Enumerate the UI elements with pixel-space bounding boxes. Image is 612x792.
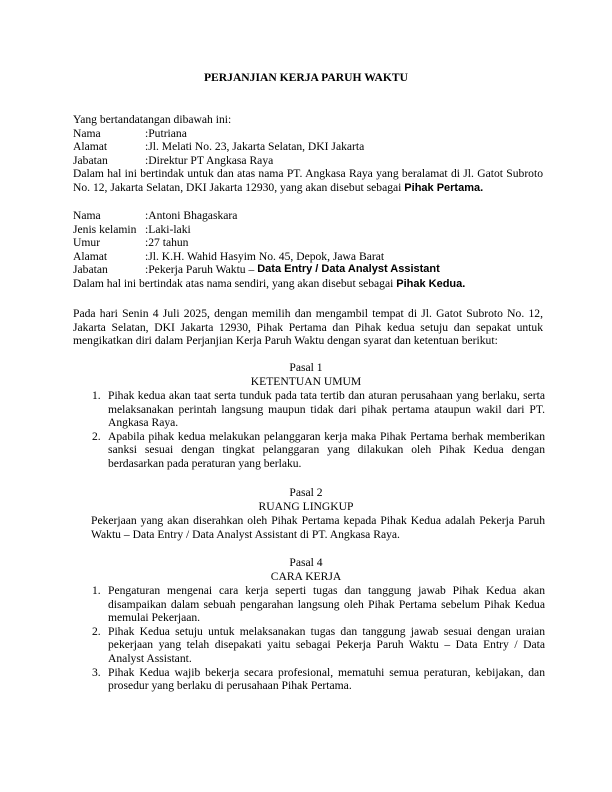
pasal-2-number: Pasal 2 <box>289 486 323 499</box>
party-two-role: Pihak Kedua. <box>396 277 466 290</box>
pasal-4-heading: CARA KERJA <box>270 570 342 583</box>
party-two-block <box>73 209 543 292</box>
party-one-block <box>73 113 543 196</box>
party-two-position-title: Data Entry / Data Analyst Assistant <box>257 263 440 276</box>
party-two-age-row: Umur : 27 tahun <box>73 236 189 250</box>
list-item: 1. Pengaturan mengenai cara kerja seperti tugas dan tanggung jawab Pihak Kedua akan disampaikan dalam sebuah pengarahan langsung oleh Pihak Pertama sebelum Pihak Kedua memulai Pekerjaan. <box>92 584 545 625</box>
party-one-statement: Dalam hal ini bertindak untuk dan atas nama PT. Angkasa Raya yang beralamat di Jl. Gatot Subroto No. 12, Jakarta Selatan, DKI Jakarta 12930, yang akan disebut sebagai Pihak Pertama. <box>73 167 543 194</box>
intro-text: Yang bertandatangan dibawah ini: <box>73 113 232 126</box>
pasal-1-list <box>73 389 545 471</box>
pasal-1-number: Pasal 1 <box>289 361 323 374</box>
party-one-address-row: Alamat : Jl. Melati No. 23, Jakarta Selatan, DKI Jakarta <box>73 140 365 154</box>
list-item: 1. Pihak kedua akan taat serta tunduk pada tata tertib dan aturan perusahaan yang berlaku, serta melaksanakan perintah langsung maupun tidak dari pihak pertama ataupun wakil dari PT. Angkasa Raya. <box>92 389 545 430</box>
party-two-statement: Dalam hal ini bertindak atas nama sendiri, yang akan disebut sebagai Pihak Kedua. <box>73 276 466 290</box>
list-item: 3. Pihak Kedua wajib bekerja secara profesional, mematuhi semua peraturan, kebijakan, dan prosedur yang berlaku di perusahaan Pihak Pertama. <box>92 665 545 693</box>
party-two-position-row: Jabatan : Pekerja Paruh Waktu – Data Entry / Data Analyst Assistant <box>73 263 440 277</box>
party-one-name-row: Nama : Putriana <box>73 126 187 140</box>
pasal-4-list <box>73 584 545 693</box>
list-item: 2. Apabila pihak kedua melakukan pelanggaran kerja maka Pihak Pertama berhak memberikan sanksi sesuai dengan tingkat pelanggaran yang dilakukan oleh Pihak Kedua dengan berdasarkan pada peraturan yang berlaku. <box>92 429 545 470</box>
pasal-2-heading: RUANG LINGKUP <box>258 500 354 513</box>
list-item: 2. Pihak Kedua setuju untuk melaksanakan tugas dan tanggung jawab sesuai dengan uraian pekerjaan yang telah disepakati yaitu sebagai Pekerja Paruh Waktu – Data Entry / Data Analyst Assistant. <box>92 624 545 665</box>
party-one-role: Pihak Pertama. <box>404 181 484 194</box>
pasal-4-number: Pasal 4 <box>289 556 323 569</box>
opening-paragraph: Pada hari Senin 4 Juli 2025, dengan memilih dan mengambil tempat di Jl. Gatot Subroto No. 12, Jakarta Selatan, DKI Jakarta 12930, Pihak Pertama dan Pihak kedua setuju dan sepakat untuk mengikatkan diri dalam Perjanjian Kerja Paruh Waktu dengan syarat dan ketentuan berikut: <box>73 307 543 348</box>
party-two-name-row: Nama : Antoni Bhagaskara <box>73 209 238 222</box>
party-two-gender-row: Jenis kelamin : Laki-laki <box>73 222 191 236</box>
pasal-1-heading: KETENTUAN UMUM <box>250 375 362 388</box>
document-title: PERJANJIAN KERJA PARUH WAKTU <box>203 71 409 84</box>
party-two-address-row: Alamat : Jl. K.H. Wahid Hasyim No. 45, Depok, Jawa Barat <box>73 249 385 263</box>
party-one-position-row: Jabatan : Direktur PT Angkasa Raya <box>73 153 274 167</box>
pasal-2-text: Pekerjaan yang akan diserahkan oleh Pihak Pertama kepada Pihak Kedua adalah Pekerja Paruh Waktu – Data Entry / Data Analyst Assistant di PT. Angkasa Raya. <box>91 514 545 541</box>
